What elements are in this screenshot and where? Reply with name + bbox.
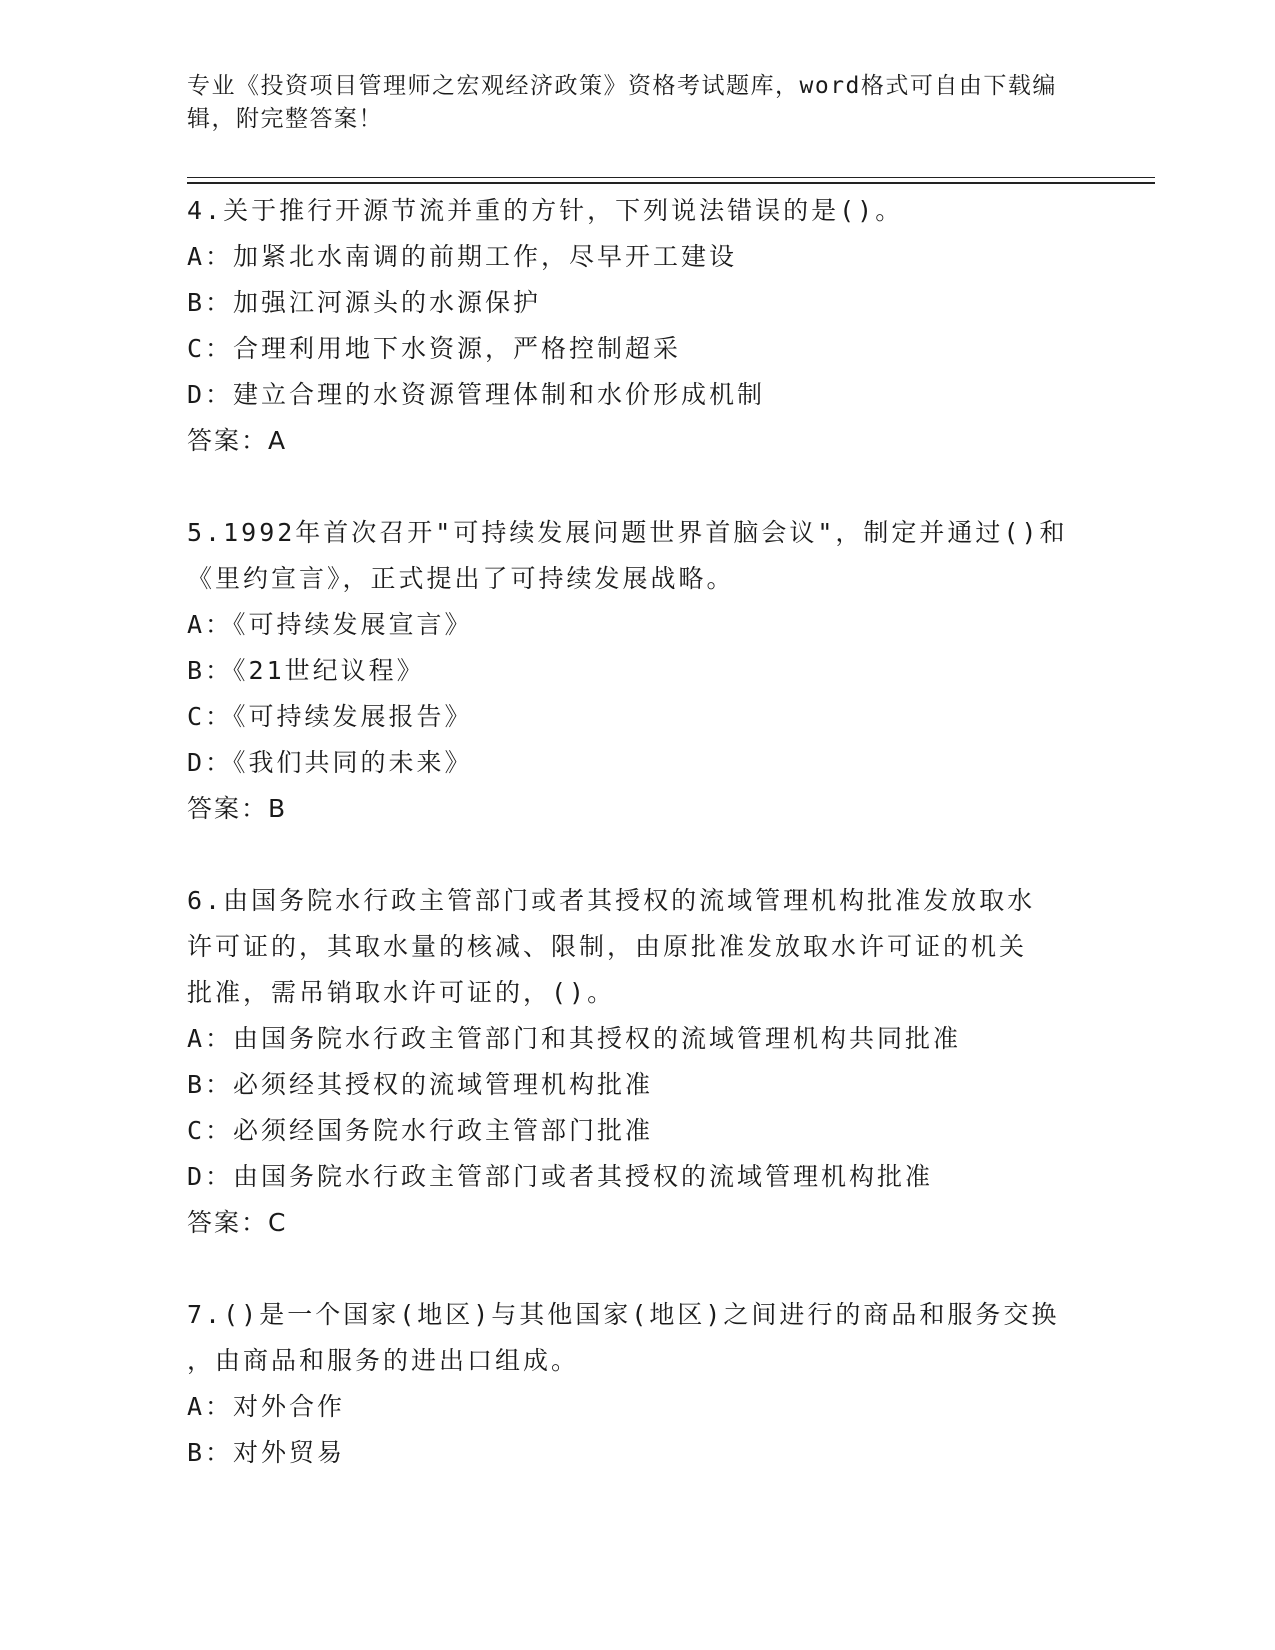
answer-label: 答案：A xyxy=(187,426,288,455)
stem-line: ，由商品和服务的进出口组成。 xyxy=(187,1346,580,1375)
option-c: C：合理利用地下水资源，严格控制超采 xyxy=(187,334,682,363)
question-6 xyxy=(187,878,1087,1246)
header-line-2: 辑，附完整答案！ xyxy=(187,106,383,132)
stem-line: 7.()是一个国家(地区)与其他国家(地区)之间进行的商品和服务交换 xyxy=(187,1300,1060,1329)
option-d: D：《我们共同的未来》 xyxy=(187,748,473,777)
answer-label: 答案：B xyxy=(187,794,288,823)
question-stem xyxy=(187,188,1087,234)
option-b: B：《21世纪议程》 xyxy=(187,656,425,685)
option-a: A：对外合作 xyxy=(187,1392,346,1421)
question-stem xyxy=(187,878,1087,1016)
option-c: C：必须经国务院水行政主管部门批准 xyxy=(187,1116,654,1145)
stem-line: 4.关于推行开源节流并重的方针，下列说法错误的是()。 xyxy=(187,196,904,225)
header-divider-thin xyxy=(187,177,1155,178)
stem-line: 批准，需吊销取水许可证的，()。 xyxy=(187,978,616,1007)
question-4 xyxy=(187,188,1087,464)
stem-line: 6.由国务院水行政主管部门或者其授权的流域管理机构批准发放取水 xyxy=(187,886,1036,915)
option-d: D：由国务院水行政主管部门或者其授权的流域管理机构批准 xyxy=(187,1162,934,1191)
option-a: A：加紧北水南调的前期工作，尽早开工建设 xyxy=(187,242,738,271)
document-header xyxy=(187,70,1067,136)
question-stem xyxy=(187,510,1087,602)
question-7 xyxy=(187,1292,1087,1476)
header-line-1: 专业《投资项目管理师之宏观经济政策》资格考试题库，word格式可自由下载编 xyxy=(187,73,1057,99)
option-a: A：由国务院水行政主管部门和其授权的流域管理机构共同批准 xyxy=(187,1024,962,1053)
option-b: B：必须经其授权的流域管理机构批准 xyxy=(187,1070,654,1099)
option-a: A：《可持续发展宣言》 xyxy=(187,610,473,639)
question-stem xyxy=(187,1292,1087,1384)
stem-line: 《里约宣言》，正式提出了可持续发展战略。 xyxy=(187,564,735,593)
option-b: B：对外贸易 xyxy=(187,1438,346,1467)
stem-line: 5.1992年首次召开"可持续发展问题世界首脑会议"，制定并通过()和 xyxy=(187,518,1068,547)
option-b: B：加强江河源头的水源保护 xyxy=(187,288,542,317)
answer-label: 答案：C xyxy=(187,1208,288,1237)
header-divider-thick xyxy=(187,182,1155,184)
option-d: D：建立合理的水资源管理体制和水价形成机制 xyxy=(187,380,766,409)
question-list xyxy=(187,188,1087,1522)
stem-line: 许可证的，其取水量的核减、限制，由原批准发放取水许可证的机关 xyxy=(187,932,1028,961)
option-c: C：《可持续发展报告》 xyxy=(187,702,473,731)
question-5 xyxy=(187,510,1087,832)
